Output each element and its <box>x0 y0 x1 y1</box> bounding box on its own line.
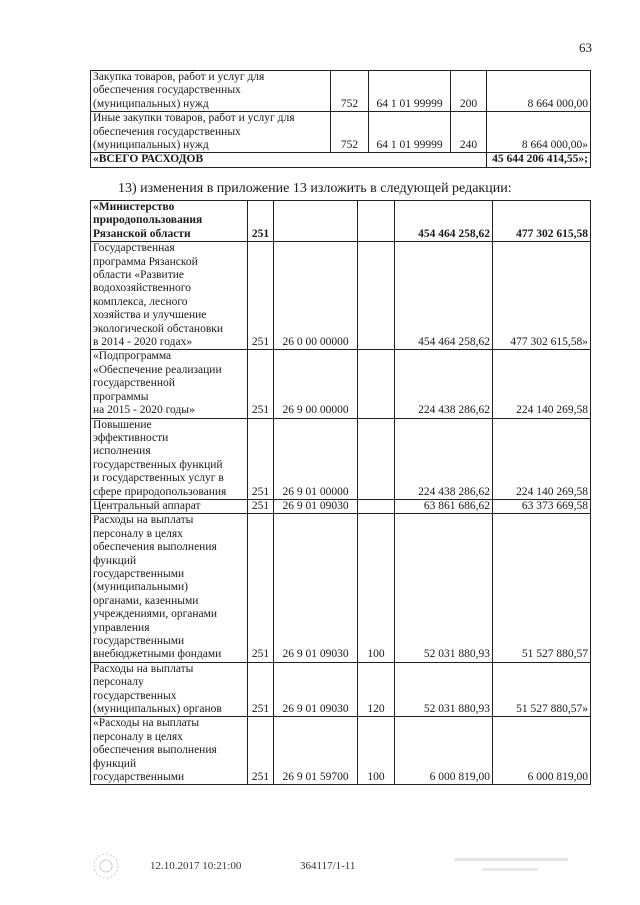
row-csr-code <box>274 201 358 242</box>
row-gr-code: 251 <box>248 514 274 662</box>
faint-stamp <box>452 854 570 880</box>
row-sum: 8 664 000,00 <box>487 71 591 112</box>
row-gr-code: 251 <box>248 201 274 242</box>
row-sum-2018: 454 464 258,62 <box>395 201 493 242</box>
table-row <box>91 514 591 662</box>
expenses-table-end <box>90 70 591 168</box>
row-vr-code: 240 <box>451 112 487 153</box>
total-row <box>91 153 591 167</box>
row-csr-code: 26 9 01 09030 <box>274 499 358 513</box>
row-sum-2019: 477 302 615,58» <box>493 242 591 350</box>
table-row <box>91 201 591 242</box>
row-csr-code: 64 1 01 99999 <box>369 112 451 153</box>
emblem-stamp <box>88 852 124 880</box>
footer-datetime: 12.10.2017 10:21:00 <box>150 860 242 872</box>
row-sum-2019: 51 527 880,57» <box>493 662 591 717</box>
page-number: 63 <box>579 40 592 55</box>
row-sum-2018: 6 000 819,00 <box>395 717 493 785</box>
row-gr-code: 251 <box>248 418 274 499</box>
row-name: «Министерство природопользования Рязанской области <box>91 201 248 242</box>
row-sum-2018: 454 464 258,62 <box>395 242 493 350</box>
row-csr-code: 64 1 01 99999 <box>369 71 451 112</box>
row-sum-2018: 224 438 286,62 <box>395 350 493 418</box>
table-row <box>91 662 591 717</box>
row-name: Расходы на выплаты персоналу государственных (муниципальных) органов <box>91 662 248 717</box>
row-vr-code <box>358 201 395 242</box>
row-name: Государственная программа Рязанской области «Развитие водохозяйственного комплекса, лесного хозяйства и улучшение экологической обстановки в 2014 - 2020 годах» <box>91 242 248 350</box>
appendix-13-table <box>90 200 591 785</box>
row-sum-2018: 52 031 880,93 <box>395 662 493 717</box>
row-vr-code <box>358 242 395 350</box>
row-name: «Подпрограмма «Обеспечение реализации государственной программы на 2015 - 2020 годы» <box>91 350 248 418</box>
row-csr-code: 26 0 00 00000 <box>274 242 358 350</box>
row-gr-code: 752 <box>331 112 369 153</box>
total-label: «ВСЕГО РАСХОДОВ <box>91 153 487 167</box>
row-name: Иные закупки товаров, работ и услуг для обеспечения государственных (муниципальных) нужд <box>91 112 331 153</box>
row-csr-code: 26 9 00 00000 <box>274 350 358 418</box>
table-row <box>91 112 591 153</box>
row-sum-2018: 224 438 286,62 <box>395 418 493 499</box>
row-name: Расходы на выплаты персоналу в целях обеспечения выполнения функций государственными (муниципальными) органами, казенными учреждениями, органами управления государственными внебюджетными фондами <box>91 514 248 662</box>
row-csr-code: 26 9 01 09030 <box>274 662 358 717</box>
row-vr-code: 100 <box>358 514 395 662</box>
row-csr-code: 26 9 01 00000 <box>274 418 358 499</box>
row-name: Закупка товаров, работ и услуг для обеспечения государственных (муниципальных) нужд <box>91 71 331 112</box>
row-gr-code: 251 <box>248 350 274 418</box>
row-sum-2019: 477 302 615,58 <box>493 201 591 242</box>
row-vr-code: 100 <box>358 717 395 785</box>
row-sum-2018: 52 031 880,93 <box>395 514 493 662</box>
table-row <box>91 242 591 350</box>
row-gr-code: 251 <box>248 499 274 513</box>
row-vr-code: 120 <box>358 662 395 717</box>
row-gr-code: 251 <box>248 662 274 717</box>
row-sum-2019: 6 000 819,00 <box>493 717 591 785</box>
row-sum-2019: 51 527 880,57 <box>493 514 591 662</box>
row-vr-code: 200 <box>451 71 487 112</box>
row-sum: 8 664 000,00» <box>487 112 591 153</box>
row-name: Повышение эффективности исполнения государственных функций и государственных услуг в сфере природопользования <box>91 418 248 499</box>
row-gr-code: 752 <box>331 71 369 112</box>
table-row <box>91 71 591 112</box>
row-csr-code: 26 9 01 09030 <box>274 514 358 662</box>
row-csr-code: 26 9 01 59700 <box>274 717 358 785</box>
row-vr-code <box>358 350 395 418</box>
row-name: «Расходы на выплаты персоналу в целях обеспечения выполнения функций государственными <box>91 717 248 785</box>
table-row <box>91 717 591 785</box>
row-sum-2019: 224 140 269,58 <box>493 350 591 418</box>
row-name: Центральный аппарат <box>91 499 248 513</box>
total-value: 45 644 206 414,55»; <box>487 153 591 167</box>
table-row <box>91 499 591 513</box>
footer-doc-id: 364117/1-11 <box>300 860 356 872</box>
amendment-text: 13) изменения в приложение 13 изложить в следующей редакции: <box>118 181 512 196</box>
row-gr-code: 251 <box>248 717 274 785</box>
row-sum-2019: 63 373 669,58 <box>493 499 591 513</box>
row-vr-code <box>358 418 395 499</box>
row-sum-2019: 224 140 269,58 <box>493 418 591 499</box>
table-row <box>91 418 591 499</box>
row-vr-code <box>358 499 395 513</box>
row-gr-code: 251 <box>248 242 274 350</box>
row-sum-2018: 63 861 686,62 <box>395 499 493 513</box>
table-row <box>91 350 591 418</box>
